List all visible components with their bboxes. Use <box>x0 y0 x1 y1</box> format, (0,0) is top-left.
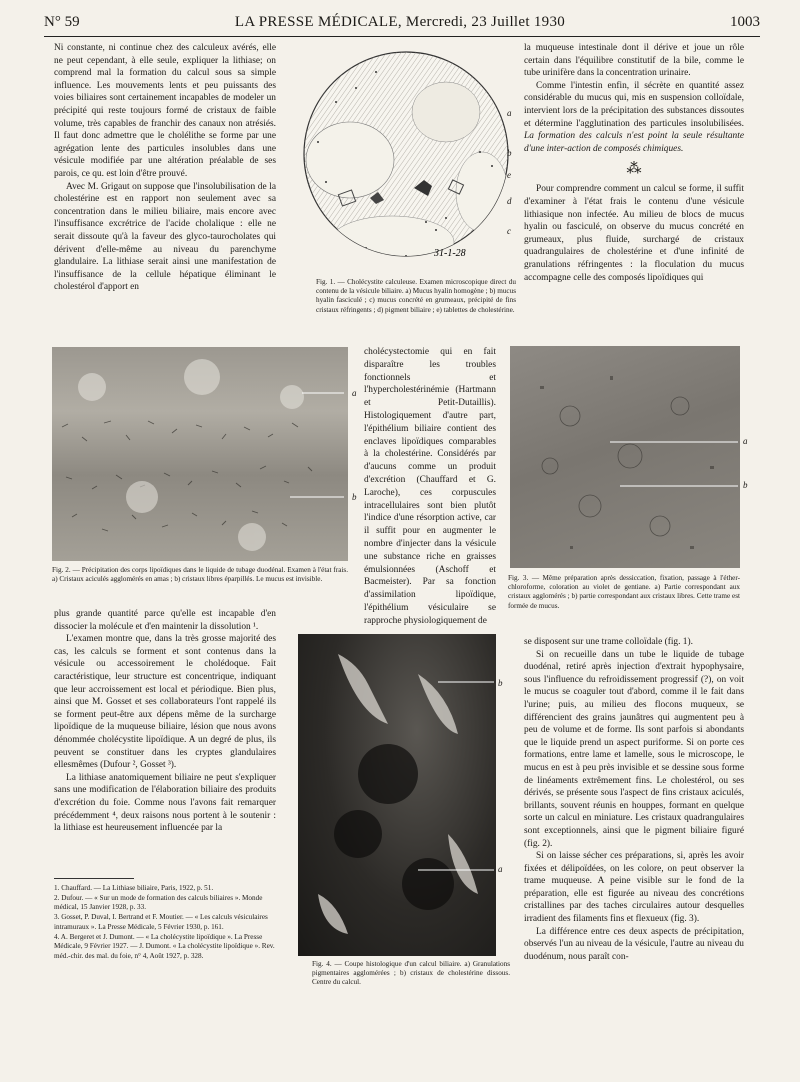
column-1-top <box>54 42 276 294</box>
figure-1-inscription: 31-1-28 <box>434 248 466 259</box>
footnote-rule <box>54 878 134 879</box>
paragraph: Ni constante, ni continue chez des calculeux avérés, elle ne peut cependant, à elle seule, expliquer la lithiase; on comprend mal la formation du calcul sous sa simple influence. Les mouvements lents et peu puissants des voies biliaires sont certainement incapables de modeler un précipité qui reste toujours formé de cristaux de faible volume, très capables de franchir des canaux non atrésiés. Il faut donc admettre que le cholélithe se forme par une agrégation lente des particules insolubles dans une vésicule modifiée par une altération préalable de ses parois, ce qu. est loin d'être prouvé. <box>54 43 276 179</box>
footnote-4: 4. A. Bergeret et J. Dumont. — « La cholécystite lipoïdique ». La Presse Médicale, 9 Février 1927. — J. Dumont. « La cholécystite lipoïdique ». Rev. méd.-chir. des mal. du foie, n° 4, Août 1927, p. 328. <box>54 932 275 960</box>
header-rule <box>44 36 760 37</box>
paragraph <box>524 80 744 156</box>
column-3-bottom <box>524 636 744 963</box>
footnote-3: 3. Gosset, P. Duval, I. Bertrand et F. Moutier. — « Les calculs vésiculaires intramuraux ». La Presse Médicale, 5 Février 1930, p. 161. <box>54 913 268 931</box>
figure-1-drawing <box>296 42 520 268</box>
figure-2-caption: Fig. 2. — Précipitation des corps lipoïdiques dans le liquide de tubage duodénal. Examen à l'état frais. a) Cristaux aciculés agglomérés en amas ; b) cristaux libres éparpillés. Le mucus est invisible. <box>52 566 348 584</box>
footnotes <box>54 884 276 962</box>
page-number-right: 1003 <box>730 14 760 30</box>
paragraph: La différence entre ces deux aspects de précipitation, observés l'un au niveau de la vésicule, l'autre au niveau du duodénum, nous paraît con- <box>524 926 744 962</box>
page-number-left: N° 59 <box>44 14 80 30</box>
paragraph: Si on recueille dans un tube le liquide de tubage duodénal, retiré après injection d'extrait hypophysaire, sous l'influence du refroidissement progressif (?), on voit le mucus se coaguler tout d'abord, comme il le fait dans l'urine; puis, au milieu des flocons muqueux, se différencient des grains jaunâtres qui augmentent peu à peu de volume et de forme. Ils sont parfois si abondants que le liquide prend un aspect puriforme. Si on porte ces formations, entre lame et lamelle, sous le microscope, le mucus en est à peu près invisible et se dessine sous forme de linéaments extrêmement fins. Le cholestérol, ou ses dérivés, se présente sous l'aspect de fins cristaux aciculés, brillants, souvent réunis en houppes, formant en quelque sorte un calcul en miniature. Les cristaux quadrangulaires sont exceptionnels, ainsi que le pigment biliaire figuré (fig. 2). <box>524 649 744 849</box>
figure-3-caption: Fig. 3. — Même préparation après dessiccation, fixation, passage à l'éther-chloroforme, coloration au violet de gentiane. a) Partie correspondant aux cristaux agglomérés ; b) partie correspondant aux cristaux libres. Cette trame est formée de mucus. <box>508 574 740 610</box>
figure-2-image <box>52 347 348 561</box>
figure-4-label-b: b <box>498 678 503 688</box>
figure-1-label-c: c <box>507 226 511 236</box>
paragraph: La lithiase anatomiquement biliaire ne peut s'expliquer sans une modification de l'élaboration biliaire des produits d'excrétion du foie. Comme nous l'avons fait remarquer précédemment ⁴, deux raisons nous portent à le soutenir : la lithiase est heureusement influencée par la <box>54 772 276 834</box>
paragraph: Si on laisse sécher ces préparations, si, après les avoir fixées et délipoïdées, on les colore, on peut observer la trame muqueuse. A peine visible sur le fond de la préparation, elle est figurée au niveau des concrétions cristallines par des taches circulaires autour desquelles irradient des filaments fins et flexueux (fig. 3). <box>524 851 744 925</box>
figure-4-image <box>298 634 496 956</box>
figure-2 <box>52 347 348 561</box>
figure-1 <box>296 42 520 268</box>
figure-3-image <box>510 346 740 568</box>
column-1-bottom <box>54 608 276 835</box>
figure-1-label-a: a <box>507 108 512 118</box>
footnote-1: 1. Chauffard. — La Lithiase biliaire, Paris, 1922, p. 51. <box>54 884 214 892</box>
figure-4 <box>298 634 496 956</box>
figure-3 <box>510 346 740 568</box>
figure-2-label-a: a <box>352 388 357 398</box>
figure-1-label-e: e <box>507 170 511 180</box>
journal-title: LA PRESSE MÉDICALE, Mercredi, 23 Juillet 1930 <box>234 14 566 30</box>
paragraph: L'examen montre que, dans la très grosse majorité des cas, les calculs se forment et sont contenus dans la vésicule ou accessoirement le cholédoque. Fait caractéristique, leur structure est concentrique, indiquant que leur accroissement est local et périodique. Bien plus, ainsi que M. Gosset et ses collaborateurs l'ont rappelé ils se forment peut-être aux dépens même de la surcharge lipoïdique de la muqueuse biliaire, lésion que nous avons dénommée cholécystite lipoïdique. A un degré de plus, ils peuvent se constituer dans les cryptes glandulaires ellesmêmes (Dufour ², Gosset ³). <box>54 634 276 771</box>
figure-4-label-a: a <box>498 864 503 874</box>
figure-1-caption: Fig. 1. — Cholécystite calculeuse. Examen microscopique direct du contenu de la vésicule biliaire. a) Mucus hyalin homogène ; b) mucus hyalin fasciculé ; c) mucus concrété en grumeaux, précipité de fins cristaux réfringents ; d) pigment biliaire ; e) tablettes de cholestérine. <box>316 278 516 314</box>
figure-2-label-b: b <box>352 492 357 502</box>
middle-column: cholécystectomie qui en fait disparaître les troubles fonctionnels et l'hypercholestérinémie (Hartmann et Petit-Dutaillis). Histologiquement d'autre part, l'épithélium biliaire contient des enclaves lipoïdiques comparables à la cholestérine. Considérés par d'aucuns comme un produit d'excrétion (Chauffard et G. Laroche), ces corpuscules intracellulaires sont bien plutôt l'indice d'une résorption active, car il suffit pour en augmenter le nombre d'injecter dans la vésicule une substance riche en graisses émulsionnées (Aschoff et Bacmeister). Par sa fonction d'assimilation lipoïdique, l'épithélium vésiculaire se rapproche physiologiquement de <box>364 347 496 626</box>
paragraph: la muqueuse intestinale dont il dérive et joue un rôle certain dans l'équilibre constitutif de la bile, comme le tube urinifère dans la concentration urinaire. <box>524 43 744 79</box>
figure-1-label-d: d <box>507 196 512 206</box>
paragraph: Avec M. Grigaut on suppose que l'insolubilisation de la cholestérine est en rapport non seulement avec sa concentration dans le milieu biliaire, mais encore avec l'insuffisance excrétrice de l'acide cholalique : elle ne serait dissoute qu'à la faveur des glyco-taurocholates qui dérivent d'elle-même au niveau du parenchyme glandulaire. La lithiase serait ainsi une manifestation de l'insuffisance de la cellule hépatique éliminant le cholestérol d'apport en <box>54 181 276 293</box>
paragraph: se disposent sur une trame colloïdale (fig. 1). <box>524 637 693 647</box>
footnote-2: 2. Dufour. — « Sur un mode de formation des calculs biliaires ». Monde médical, 15 Janvier 1928, p. 33. <box>54 894 263 912</box>
figure-4-caption: Fig. 4. — Coupe histologique d'un calcul biliaire. a) Granulations pigmentaires agglomérées ; b) cristaux de cholestérine dissous. Centre du calcul. <box>312 960 510 987</box>
paragraph: plus grande quantité parce qu'elle est incapable d'en dissocier la molécule et d'en maintenir la dissolution ¹. <box>54 609 276 632</box>
italic-statement: La formation des calculs n'est point la seule résultante d'une inter-action de composés chimiques. <box>524 131 744 154</box>
figure-1-label-b: b <box>507 148 512 158</box>
column-3-top <box>524 42 744 284</box>
figure-3-label-a: a <box>743 436 748 446</box>
paragraph-text: Comme l'intestin enfin, il sécrète en quantité assez considérable du mucus qui, mis en suspension colloïdale, intervient lors de la précipitation des substances dissoutes et détermine l'agglutination des particules insolubilisées. <box>524 80 744 129</box>
figure-3-label-b: b <box>743 480 748 490</box>
paragraph: Pour comprendre comment un calcul se forme, il suffit d'examiner à l'état frais le contenu d'une vésicule lithiasique non infectée. Au milieu de blocs de mucus hyalin ou fasciculé, on observe du mucus concrété en grumeaux, plus fluide, surchargé de cristaux quadrangulaires de cholestérine et d'une infinité de granulations réfringentes : la floculation du mucus accompagne celle des composés lipoïdiques qui <box>524 184 744 283</box>
section-separator: ⁂ <box>626 161 642 178</box>
